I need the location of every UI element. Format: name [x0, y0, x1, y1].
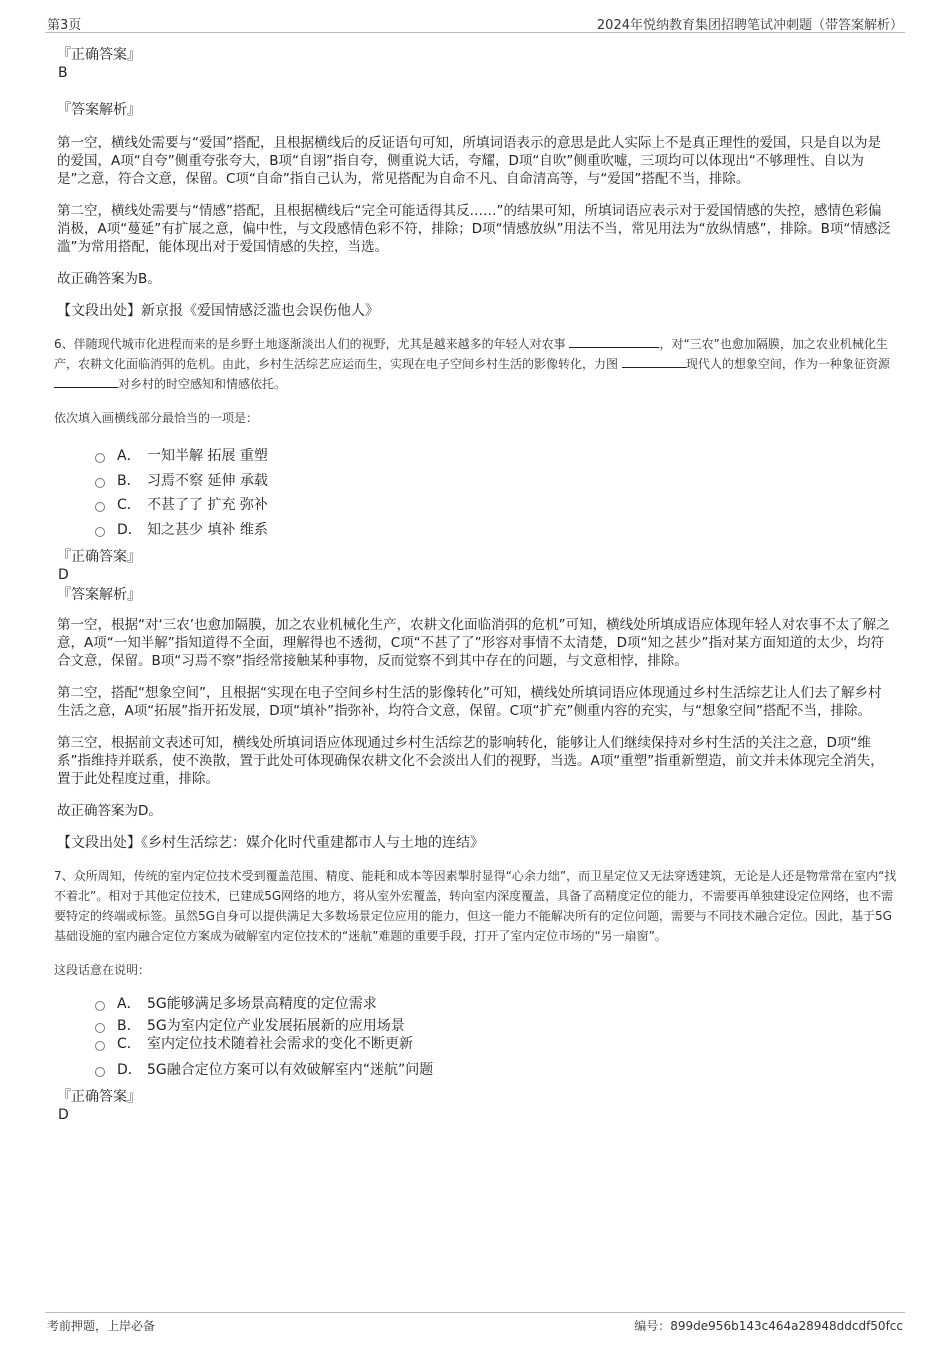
q5-answer-block: [57, 46, 897, 320]
document-code: 编号：899de956b143c464a28948ddcdf50fcc: [634, 1319, 903, 1333]
radio-icon[interactable]: [95, 502, 105, 512]
option-b[interactable]: B． 5G为室内定位产业发展拓展新的应用场景: [95, 1017, 897, 1035]
answer-label: 『正确答案』: [57, 47, 141, 63]
source-citation: 【文段出处】新京报《爱国情感泛滥也会误伤他人》: [57, 303, 379, 319]
answer-value: B: [58, 65, 68, 81]
source-citation: 【文段出处】《乡村生活综艺：媒介化时代重建都市人与土地的连结》: [57, 835, 484, 851]
answer-label: 『正确答案』: [57, 549, 141, 565]
question-text: 6、伴随现代城市化进程而来的是乡野土地逐渐淡出人们的视野，尤其是越来越多的年轻人对农事 ，对“三农”也愈加隔膜，加之农业机械化生产，农耕文化面临消弭的危机。由此，乡村生活综艺应运而生，实现在电子空间乡村生活的影像转化，力图 现代人的想象空间，作为一种象征资源 对乡村的时空感知和情感依托。: [54, 337, 890, 391]
question-prompt: 依次填入画横线部分最恰当的一项是：: [54, 411, 259, 425]
analysis-paragraph: 第一空，根据“对‘三农’也愈加隔膜，加之农业机械化生产，农耕文化面临消弭的危机”可知，横线处所填成语应体现年轻人对农事不太了解之意，A项“一知半解”指知道得不全面，理解得也不透彻，C项“不甚了了”形容对事情不太清楚，D项“知之甚少”指对某方面知道的太少，均符合文意，保留。B项“习焉不察”指经常接触某种事物，反而觉察不到其中存在的问题，与文意相悖，排除。: [57, 617, 890, 669]
analysis-label: 『答案解析』: [57, 102, 141, 118]
answer-value: D: [58, 567, 69, 583]
option-list: [95, 992, 897, 1082]
question-6: [54, 334, 897, 852]
question-text: 7、众所周知，传统的室内定位技术受到覆盖范围、精度、能耗和成本等因素掣肘显得“心余力绌”，而卫星定位又无法穿透建筑，无论是人还是物常常在室内“找不着北”。相对于其他定位技术，已建成5G网络的地方，将从室外宏覆盖，转向室内深度覆盖，具备了高精度定位的能力，不需要再单独建设定位网络，也不需要特定的终端或标签。虽然5G自身可以提供满足大多数场景定位应用的能力，但这一能力不能解决所有的定位问题，需要与不同技术融合定位。因此，基于5G基础设施的室内融合定位方案成为破解室内定位技术的“迷航”难题的重要手段，打开了室内定位市场的“另一扇窗”。: [54, 869, 897, 943]
radio-icon[interactable]: [95, 527, 105, 537]
answer-value: D: [58, 1107, 69, 1123]
radio-icon[interactable]: [95, 1067, 105, 1077]
option-a[interactable]: A． 5G能够满足多场景高精度的定位需求: [95, 992, 897, 1017]
option-d[interactable]: D． 知之甚少 填补 维系: [95, 518, 897, 543]
radio-icon[interactable]: [95, 1023, 105, 1033]
radio-icon[interactable]: [95, 1001, 105, 1011]
page-content: [54, 38, 897, 1124]
footer-slogan: 考前押题，上岸必备: [47, 1319, 156, 1333]
analysis-paragraph: 第三空，根据前文表述可知，横线处所填词语应体现通过乡村生活综艺的影响转化，能够让人们继续保持对乡村生活的关注之意，D项“维系”指维持并联系，使不涣散，置于此处可体现确保农耕文化不会淡出人们的视野，当选。A项“重塑”指重新塑造，前文并未体现完全消失，置于此处程度过重，排除。: [57, 735, 884, 787]
fill-blank: [54, 375, 118, 388]
option-b[interactable]: B． 习焉不察 延伸 承载: [95, 469, 897, 494]
radio-icon[interactable]: [95, 1041, 105, 1051]
analysis-paragraph: 第二空，搭配“想象空间”，且根据“实现在电子空间乡村生活的影像转化”可知，横线处所填词语应体现通过乡村生活综艺让人们去了解乡村生活之意，A项“拓展”指开拓发展，D项“填补”指弥补，均符合文意，保留。C项“扩充”侧重内容的充实，与“想象空间”搭配不当，排除。: [57, 685, 882, 719]
analysis-conclusion: 故正确答案为B。: [57, 271, 161, 287]
question-prompt: 这段话意在说明：: [54, 963, 151, 977]
option-list: [95, 444, 897, 542]
page-header: [45, 10, 905, 33]
radio-icon[interactable]: [95, 453, 105, 463]
analysis-paragraph: 第二空，横线处需要与“情感”搭配，且根据横线后“完全可能适得其反……”的结果可知，所填词语应表示对于爱国情感的失控，感情色彩偏消极，A项“蔓延”有扩展之意，偏中性，与文段感情色彩不符，排除；D项“情感放纵”用法不当，常见用法为“放纵情感”，排除。B项“情感泛滥”为常用搭配，能体现出对于爱国情感的失控，当选。: [57, 203, 891, 255]
analysis-label: 『答案解析』: [57, 587, 141, 603]
analysis-paragraph: 第一空，横线处需要与“爱国”搭配，且根据横线后的反证语句可知，所填词语表示的意思是此人实际上不是真正理性的爱国，只是自以为是的爱国，A项“自夸”侧重夸张夸大，B项“自诩”指自夸，侧重说大话，夸耀，D项“自吹”侧重吹嘘，三项均可以体现出“不够理性、自以为是”之意，符合文意，保留。C项“自命”指自己认为，常见搭配为自命不凡、自命清高等，与“爱国”搭配不当，排除。: [57, 135, 881, 187]
question-7: [54, 866, 897, 1124]
radio-icon[interactable]: [95, 478, 105, 488]
option-c[interactable]: C． 室内定位技术随着社会需求的变化不断更新: [95, 1035, 897, 1053]
analysis-conclusion: 故正确答案为D。: [57, 803, 162, 819]
page-number: 第3页: [47, 18, 82, 33]
fill-blank: [569, 335, 659, 348]
document-title: 2024年悦纳教育集团招聘笔试冲刺题（带答案解析）: [596, 18, 903, 33]
fill-blank: [622, 355, 686, 368]
answer-label: 『正确答案』: [57, 1089, 141, 1105]
option-d[interactable]: D． 5G融合定位方案可以有效破解室内“迷航”问题: [95, 1058, 897, 1083]
option-c[interactable]: C． 不甚了了 扩充 弥补: [95, 493, 897, 518]
option-a[interactable]: A． 一知半解 拓展 重塑: [95, 444, 897, 469]
page-footer: [45, 1312, 905, 1335]
